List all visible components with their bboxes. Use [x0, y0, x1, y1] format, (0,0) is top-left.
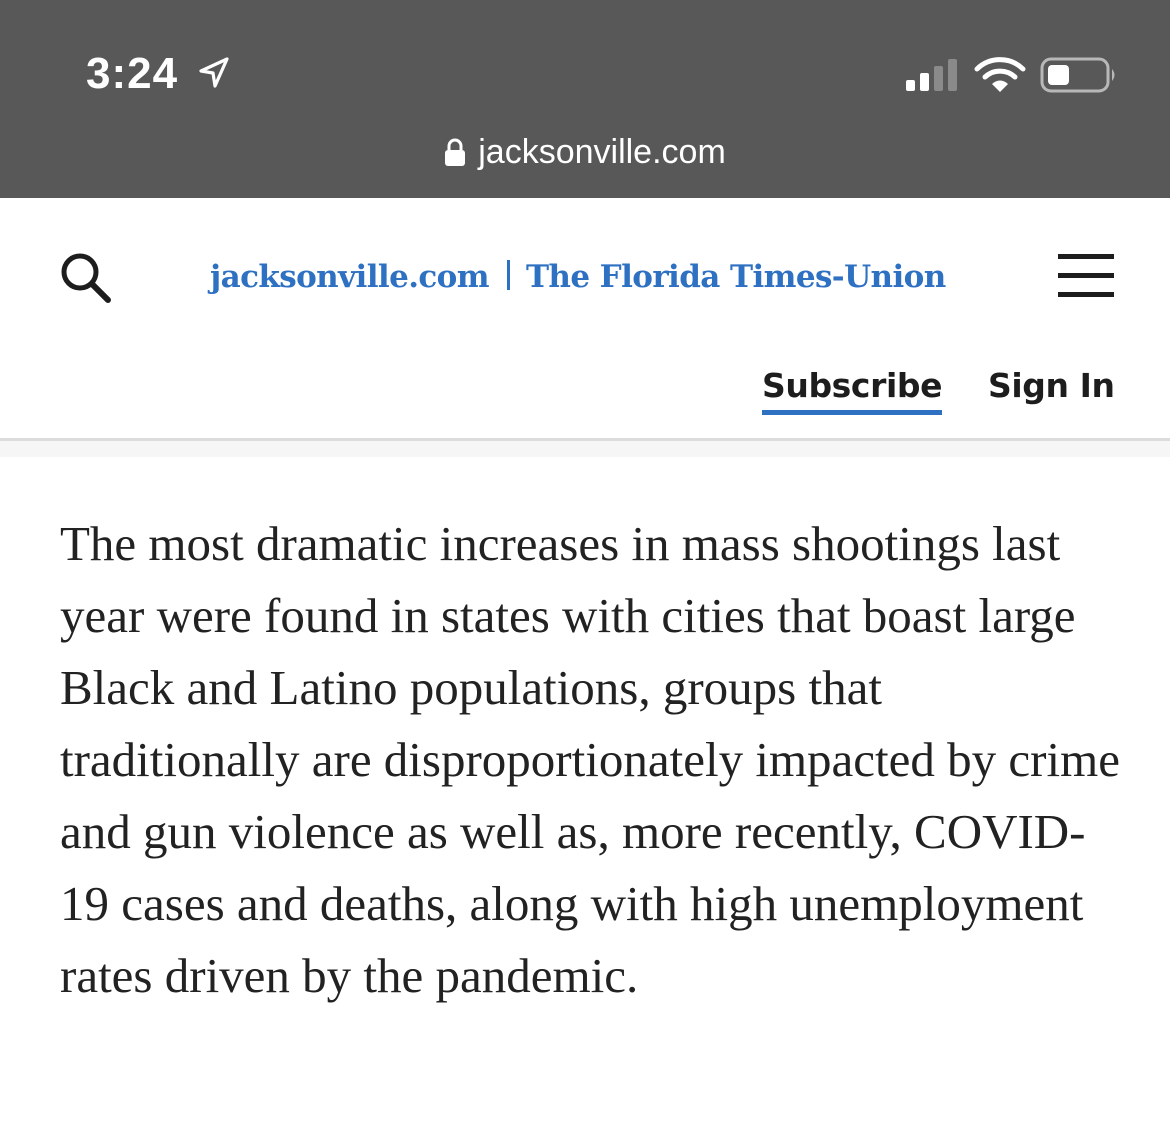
- site-header: [0, 198, 1170, 441]
- site-name[interactable]: jacksonville.com: [210, 259, 489, 295]
- search-icon[interactable]: [58, 250, 114, 306]
- hamburger-menu-icon[interactable]: [1058, 254, 1114, 298]
- status-time: 3:24: [86, 49, 179, 98]
- lock-icon: [444, 137, 466, 167]
- subscribe-link[interactable]: Subscribe: [762, 364, 942, 415]
- status-bar: [0, 0, 1170, 198]
- cellular-signal-icon: [906, 58, 960, 92]
- site-brand[interactable]: [210, 254, 946, 300]
- address-url: jacksonville.com: [478, 133, 726, 171]
- address-bar[interactable]: [0, 128, 1170, 176]
- brand-divider: [507, 260, 510, 290]
- wifi-icon: [974, 56, 1026, 94]
- sign-in-link[interactable]: Sign In: [988, 366, 1115, 405]
- header-divider-strip: [0, 441, 1170, 457]
- location-arrow-icon: [198, 56, 230, 90]
- article-paragraph: The most dramatic increases in mass shootings last year were found in states with cities that boast large Black and Latino populations, groups that traditionally are disproportionately impacted by crime and gun violence as well as, more recently, COVID-19 cases and deaths, along with high unemployment rates driven by the pandemic.: [60, 516, 1120, 1003]
- paper-name[interactable]: The Florida Times-Union: [525, 259, 946, 295]
- battery-icon: [1040, 56, 1118, 94]
